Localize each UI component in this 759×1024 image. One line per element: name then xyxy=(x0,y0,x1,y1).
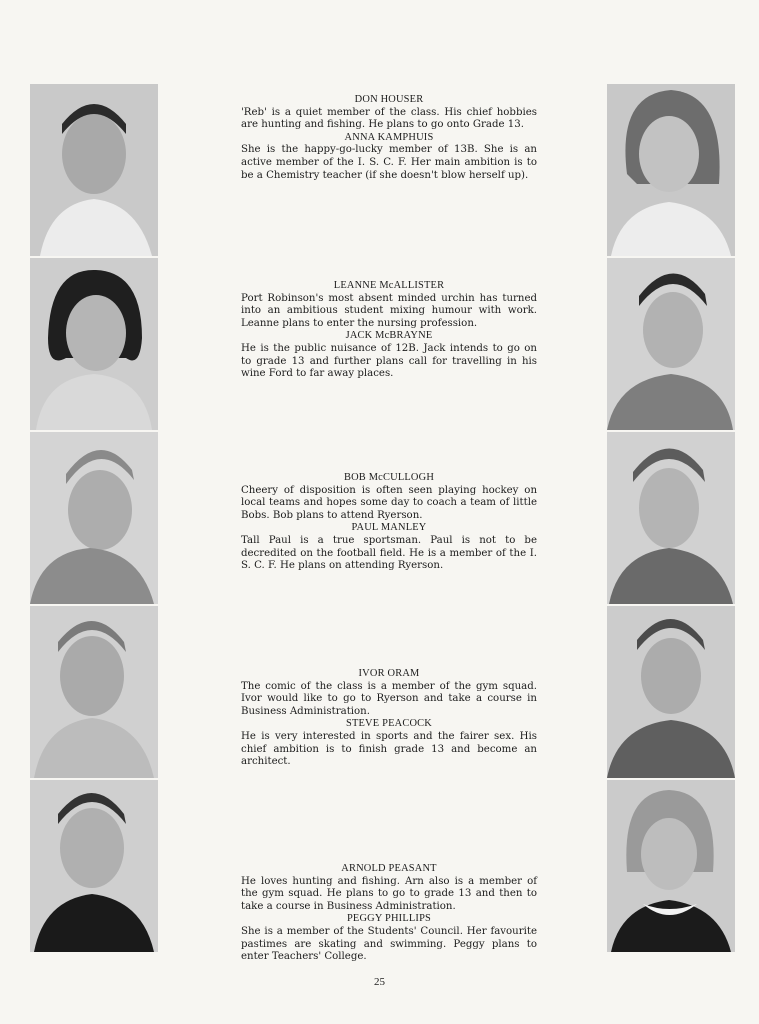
student-name: PAUL MANLEY xyxy=(351,522,427,534)
portrait-photo xyxy=(30,258,158,430)
portrait-photo xyxy=(607,780,735,952)
student-name: LEANNE McALLISTER xyxy=(333,280,445,291)
student-description: He loves hunting and fishing. Arn also is a member of the gym squad. He plans to go to grade 13 and then to take a course in Business Administration. xyxy=(241,875,537,912)
student-description: Tall Paul is a true sportsman. Paul is not to be decredited on the football field. He is a member of the I. S. C. F. He plans on attending Ryerson. xyxy=(241,534,537,572)
portrait-photo xyxy=(607,606,735,778)
portrait-photo xyxy=(607,432,735,604)
student-name: ARNOLD PEASANT xyxy=(341,863,437,874)
entry-block xyxy=(241,94,537,182)
student-name: BOB McCULLOGH xyxy=(343,472,435,483)
student-name: PEGGY PHILLIPS xyxy=(346,913,432,925)
student-description: He is very interested in sports and the fairer sex. His chief ambition is to finish grade 13 and become an architect. xyxy=(241,730,537,768)
student-description: She is the happy-go-lucky member of 13B. She is an active member of the I. S. C. F. Her main ambition is to be a Chemistry teacher (if she doesn't blow herself up). xyxy=(241,144,537,181)
student-name: IVOR ORAM xyxy=(358,668,420,679)
entry-block xyxy=(241,472,537,573)
entry-block xyxy=(241,280,537,381)
right-photo-column xyxy=(607,84,735,954)
student-description: 'Reb' is a quiet member of the class. His chief hobbies are hunting and fishing. He plans to go onto Grade 13. xyxy=(241,106,537,131)
student-description: Port Robinson's most absent minded urchin has turned into an ambitious student mixing humour with work. Leanne plans to enter the nursing profession. xyxy=(241,292,537,329)
portrait-photo xyxy=(607,258,735,430)
student-name: JACK McBRAYNE xyxy=(345,330,433,342)
student-name: DON HOUSER xyxy=(354,94,424,105)
entry-block xyxy=(241,668,537,769)
student-name: ANNA KAMPHUIS xyxy=(344,131,434,143)
portrait-photo xyxy=(30,606,158,778)
portrait-photo xyxy=(30,84,158,256)
portrait-photo xyxy=(30,432,158,604)
student-description: She is a member of the Students' Council. Her favourite pastimes are skating and swimming. Peggy plans to enter Teachers' College. xyxy=(241,925,537,963)
student-description: Cheery of disposition is often seen playing hockey on local teams and hopes some day to coach a team of little Bobs. Bob plans to attend Ryerson. xyxy=(241,484,537,521)
left-photo-column xyxy=(30,84,158,954)
student-description: The comic of the class is a member of the gym squad. Ivor would like to go to Ryerson and take a course in Business Administration. xyxy=(241,680,537,717)
page-number: 25 xyxy=(374,976,385,988)
portrait-photo xyxy=(30,780,158,952)
student-name: STEVE PEACOCK xyxy=(345,718,433,730)
entry-block xyxy=(241,863,537,964)
student-description: He is the public nuisance of 12B. Jack intends to go on to grade 13 and further plans call for travelling in his wine Ford to far away places. xyxy=(241,342,537,380)
portrait-photo xyxy=(607,84,735,256)
